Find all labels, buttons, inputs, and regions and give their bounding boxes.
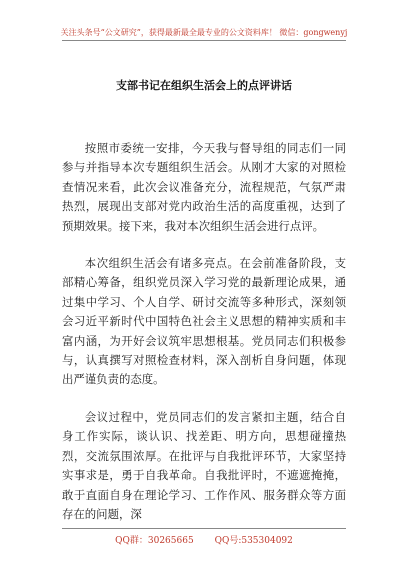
footer-qq-number: QQ号:535304092: [214, 536, 293, 546]
paragraph: 本次组织生活会有诸多亮点。在会前准备阶段，支部精心筹备，组织党员深入学习党的最新理论成果，通过集中学习、个人自学、研讨交流等多种形式，深刻领会习近平新时代中国特色社会主义思想的精神实质和丰富内涵，为开好会议筑牢思想根基。党员同志们积极参与，认真撰写对照检查材料，深入剖析自身问题，体现出严谨负责的态度。: [62, 256, 346, 387]
footer-qq-group: QQ群：30265665: [115, 536, 194, 546]
paragraph: 会议过程中，党员同志们的发言紧扣主题，结合自身工作实际，谈认识、找差距、明方向，思想碰撞热烈，交流氛围浓厚。在批评与自我批评环节，大家坚持实事求是，勇于自我革命。自我批评时，不遮遮掩掩，敢于直面自身在理论学习、工作作风、服务群众等方面存在的问题，深: [62, 409, 346, 521]
paragraph: 按照市委统一安排，今天我与督导组的同志们一同参与并指导本次专题组织生活会。从刚才大家的对照检查情况来看，此次会议准备充分，流程规范，气氛严肃热烈，展现出支部对党内政治生活的高度重视，达到了预期效果。接下来，我对本次组织生活会进行点评。: [62, 141, 346, 233]
document-title: 支部书记在组织生活会上的点评讲话: [116, 79, 292, 92]
footer-divider: [62, 528, 346, 529]
header-divider: [62, 40, 346, 41]
header-promo-text: 关注头条号“公文研究”，获得最新最全最专业的公文资料库！ 微信：gongwenyj: [60, 28, 348, 37]
document-body: [62, 139, 346, 542]
footer-contact: [0, 533, 408, 546]
